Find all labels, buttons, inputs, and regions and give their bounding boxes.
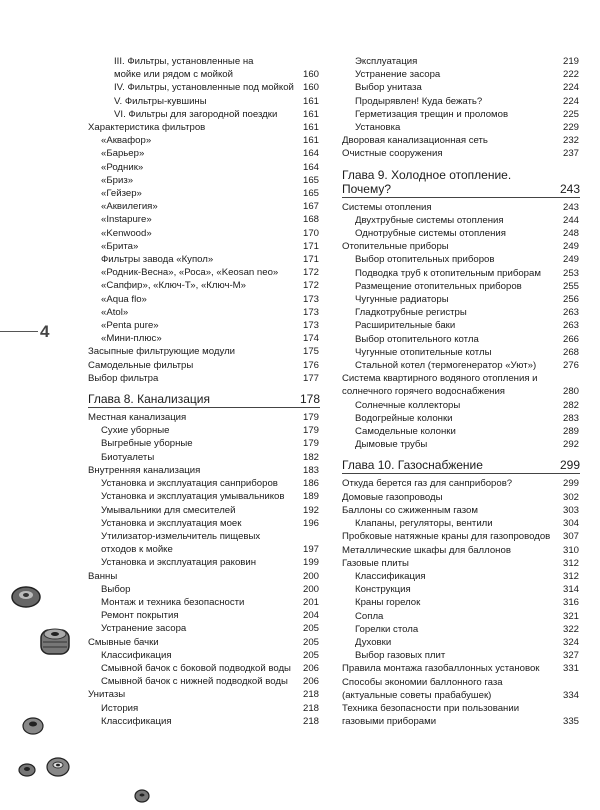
toc-entry-title: III. Фильтры, установленные на мойке или рядом с мойкой bbox=[114, 56, 254, 81]
toc-entry bbox=[88, 108, 320, 121]
toc-entry bbox=[88, 636, 320, 649]
toc-entry-page: 179 bbox=[302, 425, 319, 437]
toc-entry bbox=[88, 609, 320, 622]
toc-entry bbox=[88, 556, 320, 569]
toc-entry-page: 289 bbox=[562, 426, 579, 438]
toc-entry-page: 172 bbox=[302, 267, 319, 279]
toc-entry-page: 218 bbox=[302, 702, 319, 714]
toc-entry bbox=[342, 504, 580, 517]
toc-entry-title: Классификация bbox=[101, 715, 172, 727]
toc-entry-title: Краны горелок bbox=[355, 597, 421, 609]
toc-entry-page: 222 bbox=[562, 69, 579, 81]
toc-entry-title: Характеристика фильтров bbox=[88, 122, 206, 134]
toc-entry-title: «Instapure» bbox=[101, 214, 152, 226]
toc-entry-title: Смывной бачок с боковой подводкой воды bbox=[101, 662, 291, 674]
toc-entry bbox=[88, 187, 320, 200]
toc-entry bbox=[342, 55, 580, 68]
toc-entry-page: 165 bbox=[302, 188, 319, 200]
toc-entry-title: Горелки стола bbox=[355, 623, 419, 635]
toc-entry-title: Самодельные фильтры bbox=[88, 359, 194, 371]
toc-entry-title: История bbox=[101, 702, 139, 714]
toc-entry bbox=[88, 517, 320, 530]
toc-entry bbox=[88, 293, 320, 306]
toc-entry bbox=[342, 544, 580, 557]
toc-entry-title: «Родник-Весна», «Роса», «Keosan neo» bbox=[101, 267, 279, 279]
chapter-page: 178 bbox=[299, 392, 320, 407]
toc-entry-title: «Аквафор» bbox=[101, 135, 152, 147]
toc-entry bbox=[342, 267, 580, 280]
toc-entry bbox=[88, 200, 320, 213]
toc-entry-title: «Мини-плюс» bbox=[101, 333, 162, 345]
toc-entry-title: Духовки bbox=[355, 636, 392, 648]
toc-entry-title: Устранение засора bbox=[101, 623, 187, 635]
toc-entry bbox=[88, 306, 320, 319]
toc-entry-page: 232 bbox=[562, 135, 579, 147]
toc-entry-page: 206 bbox=[302, 662, 319, 674]
toc-entry-title: Устранение засора bbox=[355, 69, 441, 81]
toc-entry bbox=[342, 372, 580, 398]
toc-entry-page: 324 bbox=[562, 636, 579, 648]
toc-entry bbox=[88, 490, 320, 503]
toc-entry-page: 219 bbox=[562, 56, 579, 67]
toc-entry-title: Ремонт покрытия bbox=[101, 610, 179, 622]
toc-entry bbox=[342, 359, 580, 372]
toc-entry-page: 218 bbox=[302, 689, 319, 701]
toc-entry bbox=[342, 649, 580, 662]
chapter-page: 299 bbox=[559, 458, 580, 473]
toc-entry-title: Сухие уборные bbox=[101, 425, 170, 437]
toc-entry bbox=[342, 570, 580, 583]
toc-entry-page: 249 bbox=[562, 241, 579, 253]
toc-entry-title: V. Фильтры-кувшины bbox=[114, 95, 207, 107]
toc-entry-title: Водогрейные колонки bbox=[355, 412, 453, 424]
toc-entry-title: Сопла bbox=[355, 610, 384, 622]
toc-entry bbox=[342, 121, 580, 134]
toc-entry-title: Размещение отопительных приборов bbox=[355, 280, 522, 292]
toc-entry-title: Расширительные баки bbox=[355, 320, 456, 332]
toc-entry bbox=[342, 333, 580, 346]
page-marker-line bbox=[0, 331, 38, 332]
toc-entry-page: 266 bbox=[562, 333, 579, 345]
toc-entry bbox=[342, 583, 580, 596]
toc-entry-page: 229 bbox=[562, 122, 579, 134]
toc-entry-title: Выбор отопительных приборов bbox=[355, 254, 495, 266]
toc-entry-title: Засыпные фильтрующие модули bbox=[88, 346, 236, 358]
toc-entry-page: 160 bbox=[302, 69, 319, 81]
toc-entry bbox=[342, 280, 580, 293]
toc-entry bbox=[88, 622, 320, 635]
toc-entry bbox=[342, 293, 580, 306]
toc-entry-page: 179 bbox=[302, 412, 319, 424]
toc-entry bbox=[342, 425, 580, 438]
toc-entry-page: 282 bbox=[562, 399, 579, 411]
toc-entry-page: 200 bbox=[302, 583, 319, 595]
toc-entry-page: 173 bbox=[302, 306, 319, 318]
toc-entry-page: 312 bbox=[562, 570, 579, 582]
toc-entry-title: Системы отопления bbox=[342, 201, 432, 213]
toc-entry bbox=[342, 702, 580, 728]
toc-entry-title: «Penta pure» bbox=[101, 320, 159, 332]
chapter-heading bbox=[88, 392, 320, 408]
toc-entry-page: 167 bbox=[302, 201, 319, 213]
toc-entry-title: Смывные бачки bbox=[88, 636, 159, 648]
toc-entry-title: «Сапфир», «Ключ-Т», «Ключ-М» bbox=[101, 280, 246, 292]
toc-entry bbox=[88, 266, 320, 279]
toc-column-left bbox=[88, 55, 320, 728]
toc-entry-page: 161 bbox=[302, 135, 319, 147]
toc-entry-title: Унитазы bbox=[88, 689, 126, 701]
toc-entry-title: Гладкотрубные регистры bbox=[355, 307, 467, 319]
toc-entry-page: 237 bbox=[562, 148, 579, 160]
toc-entry-page: 161 bbox=[302, 108, 319, 120]
chapter-title: Глава 9. Холодное отопление. Почему? bbox=[342, 167, 512, 196]
pipe-fitting-illustration bbox=[8, 582, 44, 612]
toc-entry-page: 312 bbox=[562, 557, 579, 569]
toc-entry-page: 322 bbox=[562, 623, 579, 635]
toc-entry-page: 310 bbox=[562, 544, 579, 556]
toc-entry-title: Продырявлен! Куда бежать? bbox=[355, 95, 483, 107]
toc-entry-title: Установка и эксплуатация умывальников bbox=[101, 491, 285, 503]
toc-entry-page: 186 bbox=[302, 478, 319, 490]
toc-entry bbox=[88, 411, 320, 424]
toc-entry-page: 314 bbox=[562, 584, 579, 596]
chapter-heading bbox=[342, 458, 580, 474]
toc-entry-title: Однотрубные системы отопления bbox=[355, 228, 506, 240]
toc-entry-page: 197 bbox=[302, 544, 319, 556]
pipe-fitting-illustration bbox=[16, 760, 38, 780]
toc-entry-page: 205 bbox=[302, 636, 319, 648]
toc-entry-page: 225 bbox=[562, 108, 579, 120]
toc-entry-page: 327 bbox=[562, 650, 579, 662]
toc-entry-title: Установка и эксплуатация моек bbox=[101, 517, 242, 529]
toc-entry bbox=[342, 346, 580, 359]
toc-entry-page: 179 bbox=[302, 438, 319, 450]
toc-entry-page: 268 bbox=[562, 346, 579, 358]
toc-entry bbox=[88, 372, 320, 385]
toc-entry-title: Биотуалеты bbox=[101, 451, 155, 463]
toc-entry-page: 170 bbox=[302, 227, 319, 239]
toc-entry bbox=[88, 715, 320, 728]
toc-entry bbox=[342, 557, 580, 570]
toc-entry bbox=[88, 424, 320, 437]
toc-entry-title: Чугунные отопительные котлы bbox=[355, 346, 492, 358]
toc-entry-title: Монтаж и техника безопасности bbox=[101, 596, 245, 608]
toc-entry bbox=[342, 477, 580, 490]
toc-entry-page: 182 bbox=[302, 451, 319, 463]
toc-entry-page: 331 bbox=[562, 663, 579, 675]
toc-entry-title: Внутренняя канализация bbox=[88, 464, 201, 476]
toc-entry-page: 280 bbox=[562, 386, 579, 398]
toc-entry bbox=[88, 81, 320, 94]
toc-entry-title: Классификация bbox=[355, 570, 426, 582]
chapter-heading bbox=[342, 168, 580, 198]
toc-entry bbox=[88, 662, 320, 675]
toc-entry-page: 168 bbox=[302, 214, 319, 226]
pipe-fitting-illustration bbox=[132, 786, 152, 806]
toc-entry-page: 204 bbox=[302, 610, 319, 622]
toc-entry bbox=[342, 68, 580, 81]
toc-entry bbox=[88, 504, 320, 517]
toc-entry bbox=[88, 583, 320, 596]
toc-entry bbox=[342, 147, 580, 160]
toc-entry-page: 192 bbox=[302, 504, 319, 516]
toc-entry bbox=[88, 451, 320, 464]
toc-entry-title: Установка и эксплуатация раковин bbox=[101, 557, 257, 569]
toc-entry-title: «Kenwood» bbox=[101, 227, 152, 239]
toc-entry-title: Самодельные колонки bbox=[355, 426, 456, 438]
toc-entry-title: Пробковые натяжные краны для газопроводов bbox=[342, 531, 551, 543]
toc-entry-title: Двухтрубные системы отопления bbox=[355, 214, 504, 226]
toc-entry bbox=[88, 319, 320, 332]
toc-entry bbox=[88, 95, 320, 108]
toc-entry bbox=[88, 345, 320, 358]
toc-entry-title: Система квартирного водяного отопления и солнечного горячего водоснабжения bbox=[342, 373, 538, 398]
toc-entry bbox=[88, 702, 320, 715]
toc-entry-page: 302 bbox=[562, 491, 579, 503]
pipe-fitting-illustration bbox=[36, 622, 74, 660]
toc-entry-page: 196 bbox=[302, 517, 319, 529]
toc-entry bbox=[88, 688, 320, 701]
toc-entry-page: 307 bbox=[562, 531, 579, 543]
toc-entry bbox=[342, 81, 580, 94]
toc-entry-title: Техника безопасности при пользовании газовыми приборами bbox=[342, 702, 520, 728]
toc-entry-page: 263 bbox=[562, 320, 579, 332]
toc-entry-page: 256 bbox=[562, 294, 579, 306]
toc-entry-title: Выбор унитаза bbox=[355, 82, 422, 94]
toc-entry-title: «Барьер» bbox=[101, 148, 145, 160]
toc-entry-page: 161 bbox=[302, 122, 319, 134]
toc-entry-page: 224 bbox=[562, 82, 579, 94]
toc-entry-page: 200 bbox=[302, 570, 319, 582]
toc-entry-page: 172 bbox=[302, 280, 319, 292]
toc-entry bbox=[342, 623, 580, 636]
toc-entry-title: Ванны bbox=[88, 570, 118, 582]
toc-entry-title: «Бриз» bbox=[101, 174, 134, 186]
toc-entry-page: 205 bbox=[302, 623, 319, 635]
toc-entry-title: Дворовая канализационная сеть bbox=[342, 135, 488, 147]
toc-entry-title: Дымовые трубы bbox=[355, 439, 428, 451]
toc-entry-title: Выбор фильтра bbox=[88, 372, 159, 384]
toc-entry bbox=[342, 676, 580, 702]
toc-entry-page: 199 bbox=[302, 557, 319, 569]
toc-entry-page: 206 bbox=[302, 676, 319, 688]
toc-entry bbox=[342, 491, 580, 504]
toc-entry bbox=[342, 108, 580, 121]
toc-entry-title: Выбор bbox=[101, 583, 131, 595]
toc-entry bbox=[342, 253, 580, 266]
toc-entry bbox=[342, 596, 580, 609]
toc-entry bbox=[342, 412, 580, 425]
toc-entry-title: Смывной бачок с нижней подводкой воды bbox=[101, 676, 288, 688]
toc-entry bbox=[88, 649, 320, 662]
toc-entry-page: 299 bbox=[562, 478, 579, 490]
toc-column-right bbox=[342, 55, 580, 728]
toc-entry-page: 165 bbox=[302, 174, 319, 186]
toc-entry-page: 224 bbox=[562, 95, 579, 107]
toc-entry-title: «Аквилегия» bbox=[101, 201, 158, 213]
toc-entry-page: 161 bbox=[302, 95, 319, 107]
pipe-fitting-illustration bbox=[44, 754, 72, 780]
toc-entry-title: Выбор газовых плит bbox=[355, 650, 446, 662]
toc-entry-page: 243 bbox=[562, 201, 579, 213]
toc-entry-page: 174 bbox=[302, 333, 319, 345]
toc-entry-page: 218 bbox=[302, 715, 319, 727]
toc-entry bbox=[88, 240, 320, 253]
toc-entry-title: Способы экономии баллонного газа (актуальные советы прабабушек) bbox=[342, 676, 503, 701]
toc-entry bbox=[88, 530, 320, 556]
toc-entry-title: Стальной котел (термогенератор «Уют») bbox=[355, 360, 537, 372]
chapter-page: 243 bbox=[559, 181, 580, 196]
toc-entry-title: Установка bbox=[355, 122, 401, 134]
toc-entry bbox=[88, 174, 320, 187]
toc-entry-page: 164 bbox=[302, 161, 319, 173]
toc-entry bbox=[88, 279, 320, 292]
toc-entry bbox=[342, 201, 580, 214]
toc-entry-page: 164 bbox=[302, 148, 319, 160]
toc-entry-title: Утилизатор-измельчитель пищевых отходов к мойке bbox=[101, 530, 261, 556]
toc-entry bbox=[342, 438, 580, 451]
toc-entry-title: «Родник» bbox=[101, 161, 144, 173]
toc-entry-page: 283 bbox=[562, 412, 579, 424]
toc-entry-page: 171 bbox=[302, 240, 319, 252]
toc-entry-title: «Atol» bbox=[101, 306, 129, 318]
toc-entry-title: Правила монтажа газобаллонных установок bbox=[342, 663, 540, 675]
toc-entry-title: VI. Фильтры для загородной поездки bbox=[114, 108, 278, 120]
toc-entry-title: Классификация bbox=[101, 649, 172, 661]
toc-entry bbox=[88, 161, 320, 174]
toc-entry-title: «Гейзер» bbox=[101, 188, 142, 200]
toc-entry-title: Отопительные приборы bbox=[342, 241, 449, 253]
toc-entry-page: 276 bbox=[562, 360, 579, 372]
toc-entry-page: 173 bbox=[302, 293, 319, 305]
toc-entry-page: 160 bbox=[302, 82, 319, 94]
toc-entry bbox=[342, 399, 580, 412]
toc-entry-title: Чугунные радиаторы bbox=[355, 294, 449, 306]
toc-entry bbox=[342, 134, 580, 147]
toc-entry-page: 249 bbox=[562, 254, 579, 266]
toc-entry bbox=[342, 240, 580, 253]
toc-entry-page: 304 bbox=[562, 518, 579, 530]
toc-entry-page: 253 bbox=[562, 267, 579, 279]
toc-entry-title: Солнечные коллекторы bbox=[355, 399, 461, 411]
toc-entry bbox=[88, 213, 320, 226]
toc-entry bbox=[88, 464, 320, 477]
toc-entry bbox=[88, 437, 320, 450]
chapter-title: Глава 10. Газоснабжение bbox=[342, 458, 483, 473]
toc-entry-page: 255 bbox=[562, 280, 579, 292]
toc-entry-title: «Брита» bbox=[101, 240, 139, 252]
toc-entry-page: 177 bbox=[302, 372, 319, 384]
toc-entry bbox=[342, 319, 580, 332]
toc-entry bbox=[88, 359, 320, 372]
toc-entry bbox=[88, 134, 320, 147]
toc-entry bbox=[88, 55, 320, 81]
page-number: 4 bbox=[40, 322, 50, 341]
toc-entry-title: Умывальники для смесителей bbox=[101, 504, 236, 516]
toc-entry-title: Откуда берется газ для санприборов? bbox=[342, 478, 513, 490]
toc-entry-title: Местная канализация bbox=[88, 412, 187, 424]
toc-entry bbox=[88, 253, 320, 266]
toc-entry bbox=[88, 477, 320, 490]
toc-entry-title: IV. Фильтры, установленные под мойкой bbox=[114, 82, 294, 94]
toc-entry bbox=[342, 636, 580, 649]
toc-entry bbox=[88, 147, 320, 160]
toc-entry-title: Фильтры завода «Купол» bbox=[101, 254, 214, 266]
toc-entry bbox=[88, 121, 320, 134]
toc-entry-page: 248 bbox=[562, 228, 579, 240]
toc-entry bbox=[342, 662, 580, 675]
toc-entry-title: Эксплуатация bbox=[355, 56, 418, 67]
toc-entry-title: Клапаны, регуляторы, вентили bbox=[355, 518, 493, 530]
toc-entry-title: Газовые плиты bbox=[342, 557, 409, 569]
toc-entry bbox=[342, 610, 580, 623]
pipe-fitting-illustration bbox=[20, 714, 46, 738]
toc-entry bbox=[342, 214, 580, 227]
chapter-title: Глава 8. Канализация bbox=[88, 392, 211, 407]
toc-entry-page: 334 bbox=[562, 689, 579, 701]
toc-entry-title: Металлические шкафы для баллонов bbox=[342, 544, 511, 556]
toc-entry-page: 335 bbox=[562, 716, 579, 728]
toc-entry-page: 171 bbox=[302, 254, 319, 266]
toc-entry bbox=[342, 306, 580, 319]
toc-entry-page: 205 bbox=[302, 649, 319, 661]
toc-entry-page: 303 bbox=[562, 504, 579, 516]
toc-entry-page: 183 bbox=[302, 464, 319, 476]
toc-entry bbox=[342, 95, 580, 108]
toc-entry bbox=[88, 675, 320, 688]
toc-entry-page: 263 bbox=[562, 307, 579, 319]
toc-entry-title: Установка и эксплуатация санприборов bbox=[101, 478, 278, 490]
toc-entry-page: 175 bbox=[302, 346, 319, 358]
toc-entry bbox=[342, 530, 580, 543]
toc-entry bbox=[88, 332, 320, 345]
toc-entry-title: Конструкция bbox=[355, 584, 411, 596]
toc-entry-page: 173 bbox=[302, 320, 319, 332]
toc-entry-title: «Aqua flo» bbox=[101, 293, 147, 305]
toc-entry-title: Баллоны со сжиженным газом bbox=[342, 504, 478, 516]
toc-entry-page: 321 bbox=[562, 610, 579, 622]
toc-entry-page: 244 bbox=[562, 214, 579, 226]
toc-entry bbox=[342, 517, 580, 530]
toc-entry bbox=[88, 227, 320, 240]
toc-entry-title: Выбор отопительного котла bbox=[355, 333, 479, 345]
toc-entry-title: Подводка труб к отопительным приборам bbox=[355, 267, 541, 279]
toc-entry bbox=[88, 596, 320, 609]
toc-entry-page: 189 bbox=[302, 491, 319, 503]
toc-entry-page: 316 bbox=[562, 597, 579, 609]
toc-entry-page: 201 bbox=[302, 596, 319, 608]
toc-entry-title: Очистные сооружения bbox=[342, 148, 443, 160]
toc-entry bbox=[342, 227, 580, 240]
toc-entry-title: Герметизация трещин и проломов bbox=[355, 108, 509, 120]
toc-entry-page: 292 bbox=[562, 439, 579, 451]
toc-entry-title: Домовые газопроводы bbox=[342, 491, 443, 503]
toc-entry-page: 176 bbox=[302, 359, 319, 371]
toc-entry-title: Выгребные уборные bbox=[101, 438, 193, 450]
toc-entry bbox=[88, 570, 320, 583]
